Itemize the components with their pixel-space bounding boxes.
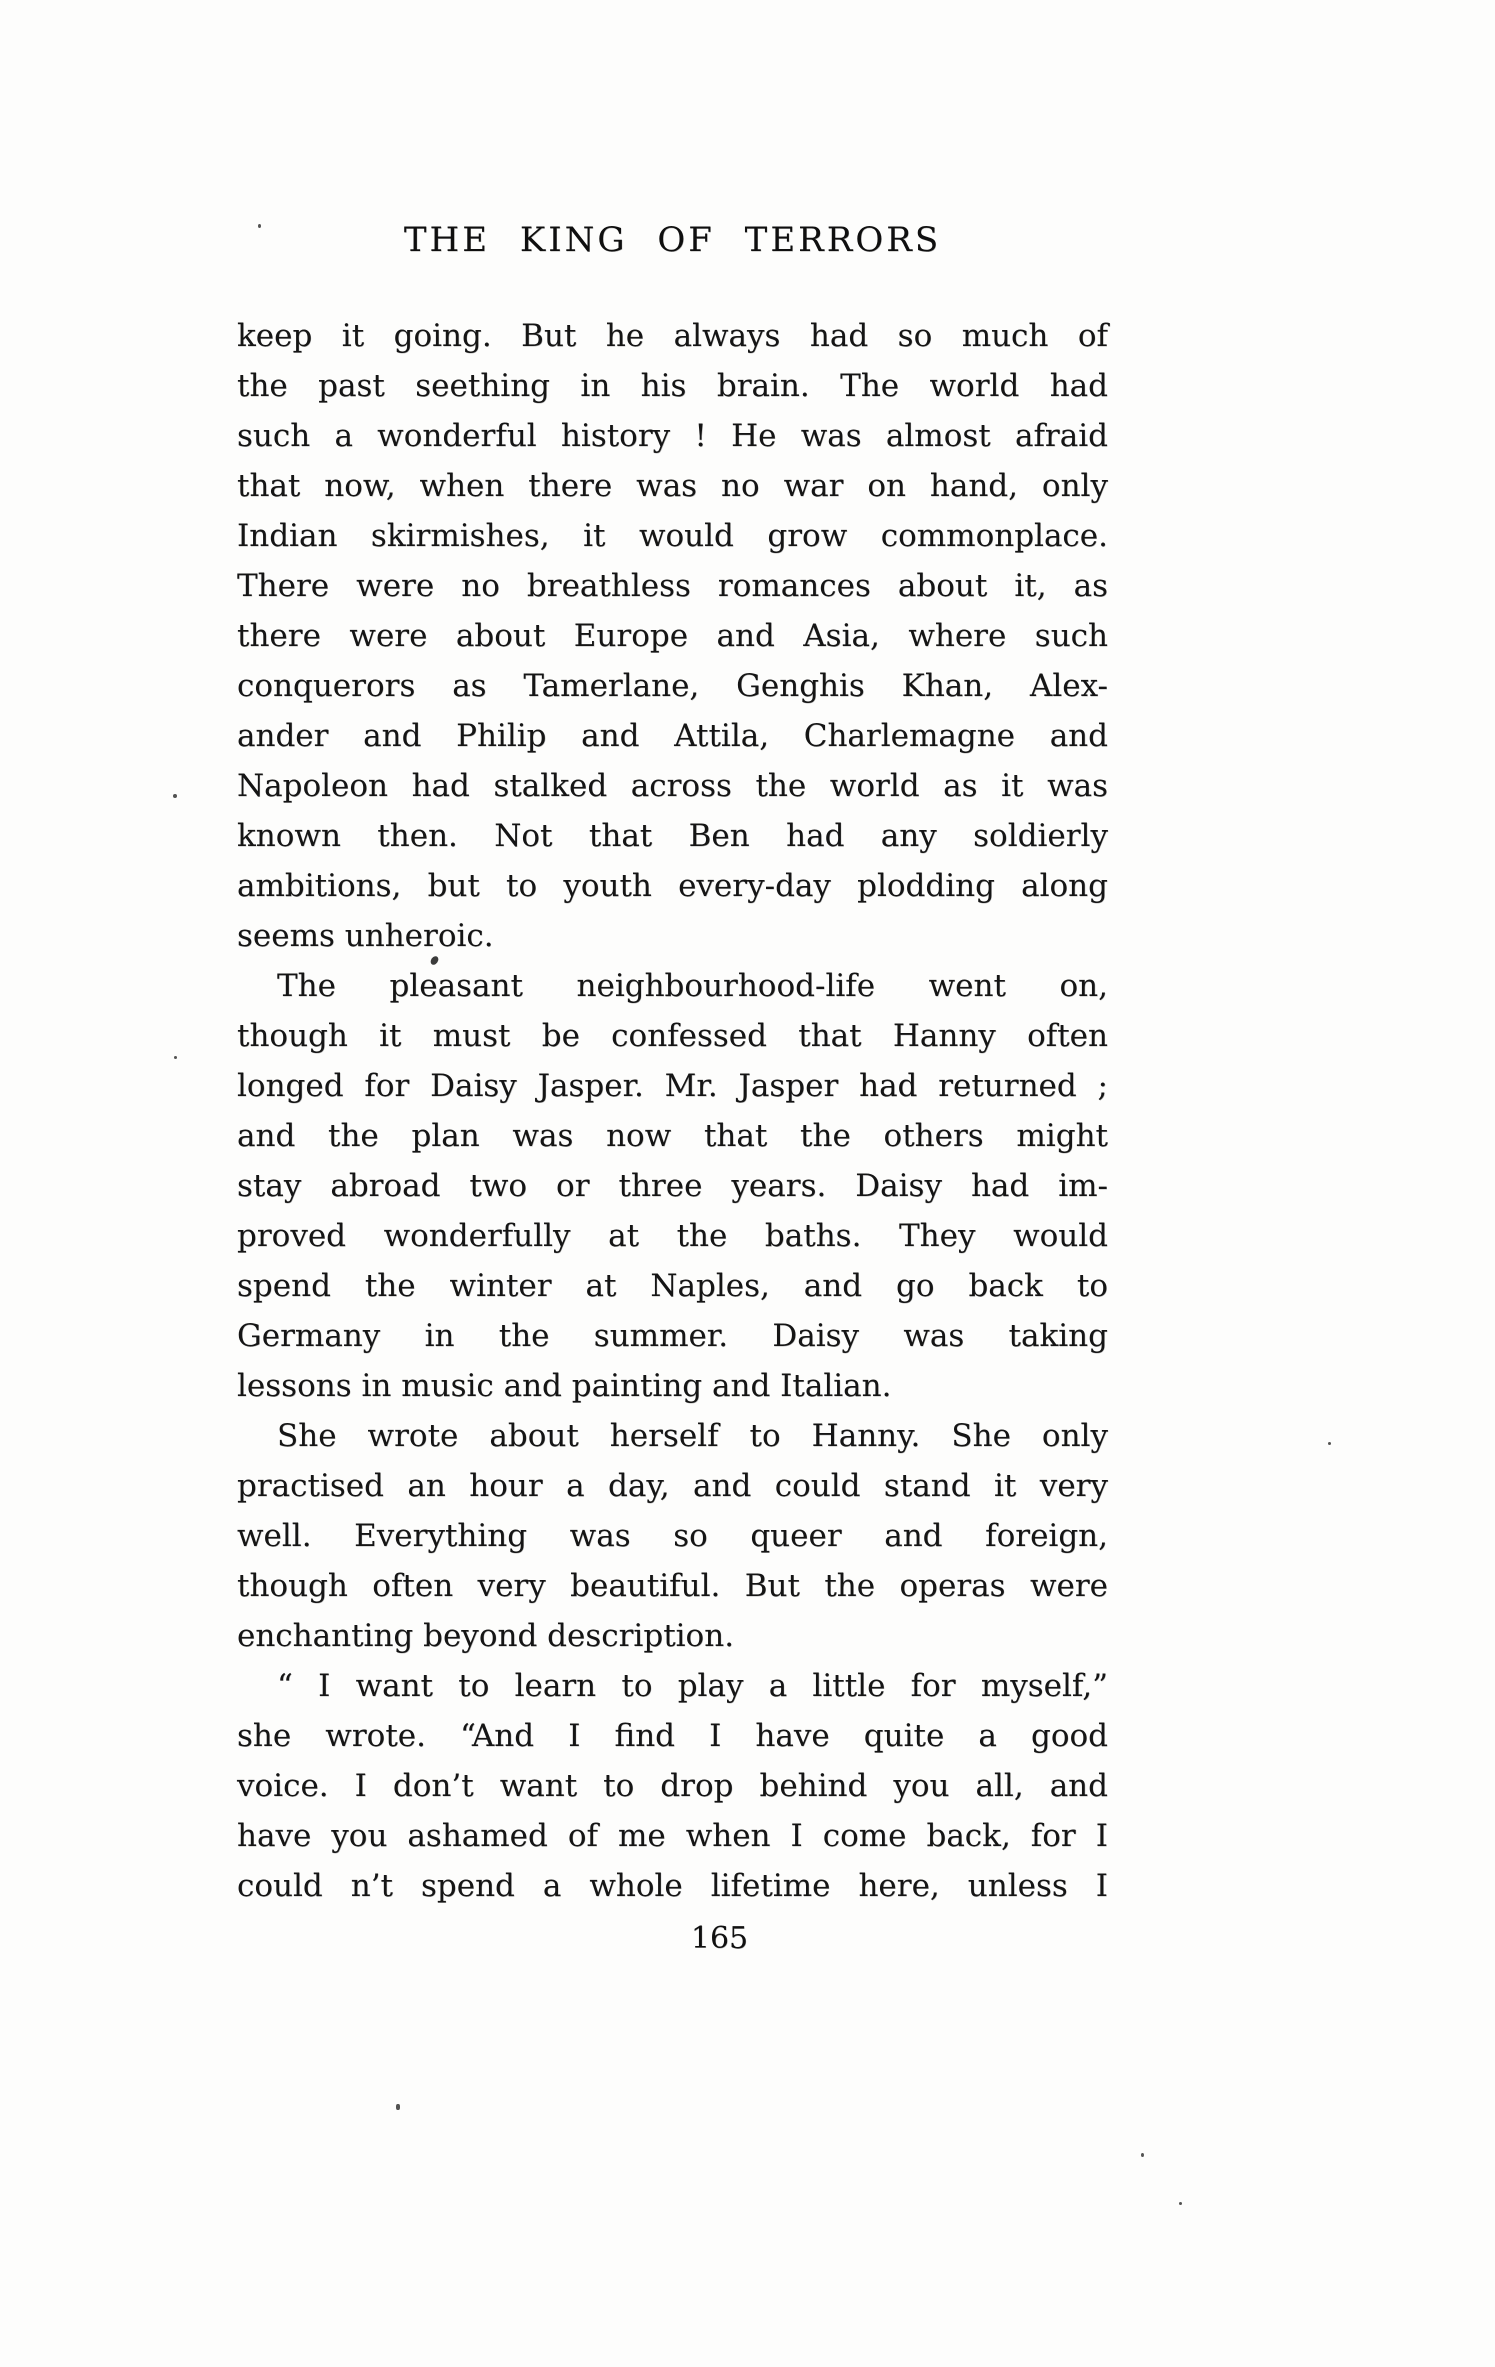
text-line: have you ashamed of me when I come back, for I [237,1818,1108,1854]
text-line: that now, when there was no war on hand, only [237,468,1108,504]
text-line: she wrote. “And I find I have quite a good [237,1718,1108,1754]
page-number: 165 [690,1921,749,1956]
text-line: known then. Not that Ben had any soldierly [237,818,1108,854]
text-line: stay abroad two or three years. Daisy had im- [237,1168,1108,1204]
scan-speck [396,2104,400,2110]
text-line: though it must be confessed that Hanny often [237,1018,1108,1054]
text-line: enchanting beyond description. [237,1618,735,1654]
running-head: THE KING OF TERRORS [403,220,942,260]
text-line: “ I want to learn to play a little for myself,” [277,1668,1108,1704]
paragraph [237,1661,1108,1911]
text-line: The pleasant neighbourhood-life went on, [277,968,1108,1004]
text-line: Germany in the summer. Daisy was taking [237,1318,1108,1354]
text-line: conquerors as Tamerlane, Genghis Khan, Alex- [237,668,1108,704]
text-line: proved wonderfully at the baths. They would [237,1218,1108,1254]
text-line: keep it going. But he always had so much of [237,318,1108,354]
text-line: voice. I don’t want to drop behind you all, and [237,1768,1108,1804]
text-line: ander and Philip and Attila, Charlemagne and [237,718,1108,754]
scan-speck [174,1056,177,1059]
scan-speck [1328,1442,1331,1445]
text-line: such a wonderful history ! He was almost afraid [237,418,1108,454]
text-line: well. Everything was so queer and foreign, [237,1518,1108,1554]
text-line: and the plan was now that the others might [237,1118,1108,1154]
text-line: the past seething in his brain. The world had [237,368,1108,404]
text-line: There were no breathless romances about it, as [237,568,1108,604]
text-line: spend the winter at Naples, and go back to [237,1268,1108,1304]
text-line: Napoleon had stalked across the world as it was [237,768,1108,804]
text-line: lessons in music and painting and Italian. [237,1368,892,1404]
text-line: practised an hour a day, and could stand it very [237,1468,1108,1504]
page-body [237,311,1108,1911]
scan-speck [258,224,261,228]
paragraph [237,311,1108,961]
paragraph [237,1411,1108,1661]
text-line: ambitions, but to youth every-day plodding along [237,868,1108,904]
text-line: seems unheroic. [237,918,494,954]
scan-speck [1141,2153,1144,2157]
text-line: could n’t spend a whole lifetime here, unless I [237,1868,1108,1904]
text-line: longed for Daisy Jasper. Mr. Jasper had returned ; [237,1068,1108,1104]
text-line: though often very beautiful. But the operas were [237,1568,1108,1604]
scan-speck [173,794,177,798]
text-line: there were about Europe and Asia, where such [237,618,1108,654]
text-line: Indian skirmishes, it would grow commonplace. [237,518,1108,554]
text-line: She wrote about herself to Hanny. She only [277,1418,1108,1454]
scan-speck [1179,2202,1182,2205]
paragraph [237,961,1108,1411]
